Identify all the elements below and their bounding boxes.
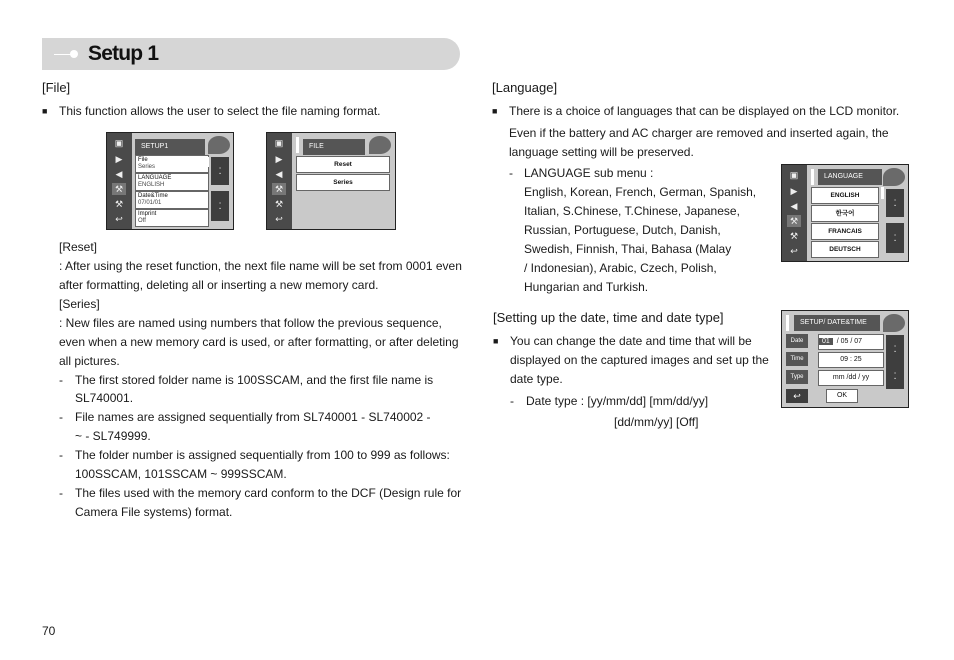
- bullet-icon: ■: [493, 336, 499, 346]
- date-type-line2: [dd/mm/yy] [Off]: [614, 415, 699, 429]
- language-heading: [Language]: [492, 80, 558, 95]
- leaf-logo-icon: [883, 314, 905, 332]
- dash-icon: -: [510, 394, 514, 408]
- submenu-line: Russian, Portuguese, Dutch, Danish,: [524, 223, 721, 237]
- camera-mode-icon: ▣: [114, 138, 124, 148]
- time-label: Time: [786, 352, 808, 366]
- language-para-line: language setting will be preserved.: [509, 145, 694, 159]
- submenu-line: Italian, S.Chinese, T.Chinese, Japanese,: [524, 204, 740, 218]
- submenu-line: / Indonesian), Arabic, Czech, Polish,: [524, 261, 717, 275]
- ok-button: OK: [826, 389, 858, 403]
- back-icon: ↩: [115, 214, 123, 224]
- date-label: Date: [786, 334, 808, 348]
- back-icon: ↩: [786, 389, 808, 403]
- submenu-line: Hungarian and Turkish.: [524, 280, 649, 294]
- menu-row: [135, 155, 209, 173]
- datetime-heading: [Setting up the date, time and date type]: [493, 310, 724, 325]
- dash-item-line: File names are assigned sequentially from SL740001 - SL740002 -: [75, 410, 431, 424]
- dash-icon: -: [59, 448, 63, 462]
- setup2-icon: ⚒: [274, 199, 284, 209]
- down-arrow-icon: ⁚: [211, 191, 229, 221]
- dash-icon: -: [59, 486, 63, 500]
- dash-icon: -: [509, 166, 513, 180]
- screen-sidebar: [267, 133, 292, 229]
- leaf-logo-icon: [208, 136, 230, 154]
- dash-item-line: The files used with the memory card conform to the DCF (Design rule for: [75, 486, 462, 500]
- option-series: Series: [296, 174, 390, 191]
- time-value: 09 : 25: [818, 352, 884, 368]
- type-label: Type: [786, 370, 808, 384]
- reset-label: [Reset]: [59, 240, 98, 254]
- menu-row-value: 07/01/01: [138, 200, 162, 206]
- scroll-indicator: [786, 315, 789, 331]
- up-arrow-icon: ⁚: [886, 189, 904, 217]
- language-bullet: There is a choice of languages that can be displayed on the LCD monitor.: [509, 104, 900, 118]
- leaf-logo-icon: [369, 136, 391, 154]
- down-arrow-icon: ⁚: [886, 223, 904, 253]
- page-title: Setup 1: [88, 42, 159, 65]
- body-line: after formatting, deleting all or inserting a new memory card.: [59, 278, 379, 292]
- scroll-indicator: [296, 137, 299, 153]
- menu-row-label: Imprint: [138, 211, 157, 217]
- screen-title: SETUP/ DATE&TIME: [794, 315, 880, 331]
- setup2-icon: ⚒: [789, 231, 799, 241]
- language-option: 한국어: [811, 205, 879, 222]
- bullet-icon: ■: [492, 106, 498, 116]
- setup1-icon: ⚒: [787, 215, 801, 227]
- datetime-screen: [781, 310, 909, 408]
- type-value: mm /dd / yy: [818, 370, 884, 386]
- submenu-label: LANGUAGE sub menu :: [524, 166, 654, 180]
- setup1-icon: ⚒: [112, 183, 126, 195]
- sound-icon: ◀: [275, 169, 283, 179]
- menu-row-value: Series: [138, 164, 156, 170]
- camera-mode-icon: ▣: [789, 170, 799, 180]
- play-icon: ▶: [790, 186, 798, 196]
- body-line: : After using the reset function, the next file name will be set from 0001 even: [59, 259, 462, 273]
- screen-sidebar: [107, 133, 132, 229]
- play-icon: ▶: [275, 154, 283, 164]
- file-heading: [File]: [42, 80, 71, 95]
- language-option: DEUTSCH: [811, 241, 879, 258]
- scroll-indicator: [206, 157, 209, 167]
- file-intro: This function allows the user to select the file naming format.: [59, 104, 381, 118]
- series-label: [Series]: [59, 297, 100, 311]
- page-number: 70: [42, 624, 56, 638]
- up-arrow-icon: ⁚: [211, 157, 229, 185]
- file-screen: [266, 132, 396, 230]
- scroll-indicator: [811, 169, 814, 185]
- option-reset: Reset: [296, 156, 390, 173]
- datetime-line: displayed on the captured images and set up the: [510, 353, 769, 367]
- body-line: all pictures.: [59, 354, 120, 368]
- setup1-screen: [106, 132, 234, 230]
- screen-title: SETUP1: [135, 139, 205, 155]
- back-icon: ↩: [790, 246, 798, 256]
- menu-row: [135, 209, 209, 227]
- camera-mode-icon: ▣: [274, 138, 284, 148]
- date-rest: / 05 / 07: [836, 338, 863, 345]
- dash-item-line: Camera File systems) format.: [75, 505, 233, 519]
- language-option: ENGLISH: [811, 187, 879, 204]
- menu-row-value: ENGLISH: [138, 182, 165, 188]
- screen-title: LANGUAGE: [818, 169, 882, 185]
- setup2-icon: ⚒: [114, 199, 124, 209]
- dash-item-line: The folder number is assigned sequentially from 100 to 999 as follows:: [75, 448, 450, 462]
- play-icon: ▶: [115, 154, 123, 164]
- down-arrow-icon: ⁚: [886, 363, 904, 389]
- dash-icon: -: [59, 410, 63, 424]
- body-line: : New files are named using numbers that follow the previous sequence,: [59, 316, 442, 330]
- dash-item-line: 100SSCAM, 101SSCAM ~ 999SSCAM.: [75, 467, 287, 481]
- setup1-icon: ⚒: [272, 183, 286, 195]
- language-para-line: Even if the battery and AC charger are removed and inserted again, the: [509, 126, 889, 140]
- menu-row-value: Off: [138, 218, 146, 224]
- bullet-icon: ■: [42, 106, 48, 116]
- submenu-line: English, Korean, French, German, Spanish,: [524, 185, 757, 199]
- sound-icon: ◀: [790, 201, 798, 211]
- menu-row-label: LANGUAGE: [138, 175, 172, 181]
- sound-icon: ◀: [115, 169, 123, 179]
- back-icon: ↩: [275, 214, 283, 224]
- language-option: FRANCAIS: [811, 223, 879, 240]
- menu-row-label: Date&Time: [138, 193, 168, 199]
- datetime-line: date type.: [510, 372, 563, 386]
- dash-icon: -: [59, 373, 63, 387]
- menu-row: [135, 173, 209, 191]
- date-selected-field: 01: [819, 338, 833, 345]
- date-type-label: Date type : [yy/mm/dd] [mm/dd/yy]: [526, 394, 709, 408]
- header-dot-decoration: [70, 50, 78, 58]
- screen-title: FILE: [303, 139, 365, 155]
- dash-item-line: The first stored folder name is 100SSCAM, and the first file name is: [75, 373, 434, 387]
- leaf-logo-icon: [883, 168, 905, 186]
- up-arrow-icon: ⁚: [886, 335, 904, 363]
- submenu-line: Swedish, Finnish, Thai, Bahasa (Malay: [524, 242, 732, 256]
- dash-item-line: ~ - SL749999.: [75, 429, 151, 443]
- screen-sidebar: [782, 165, 807, 261]
- date-value: [818, 334, 884, 350]
- menu-row-label: File: [138, 157, 148, 163]
- body-line: even when a new memory card is used, or after formatting, or after deleting: [59, 335, 459, 349]
- dash-item-line: SL740001.: [75, 391, 134, 405]
- menu-row: [135, 191, 209, 209]
- language-screen: [781, 164, 909, 262]
- scroll-indicator: [881, 187, 884, 199]
- datetime-line: You can change the date and time that will be: [510, 334, 752, 348]
